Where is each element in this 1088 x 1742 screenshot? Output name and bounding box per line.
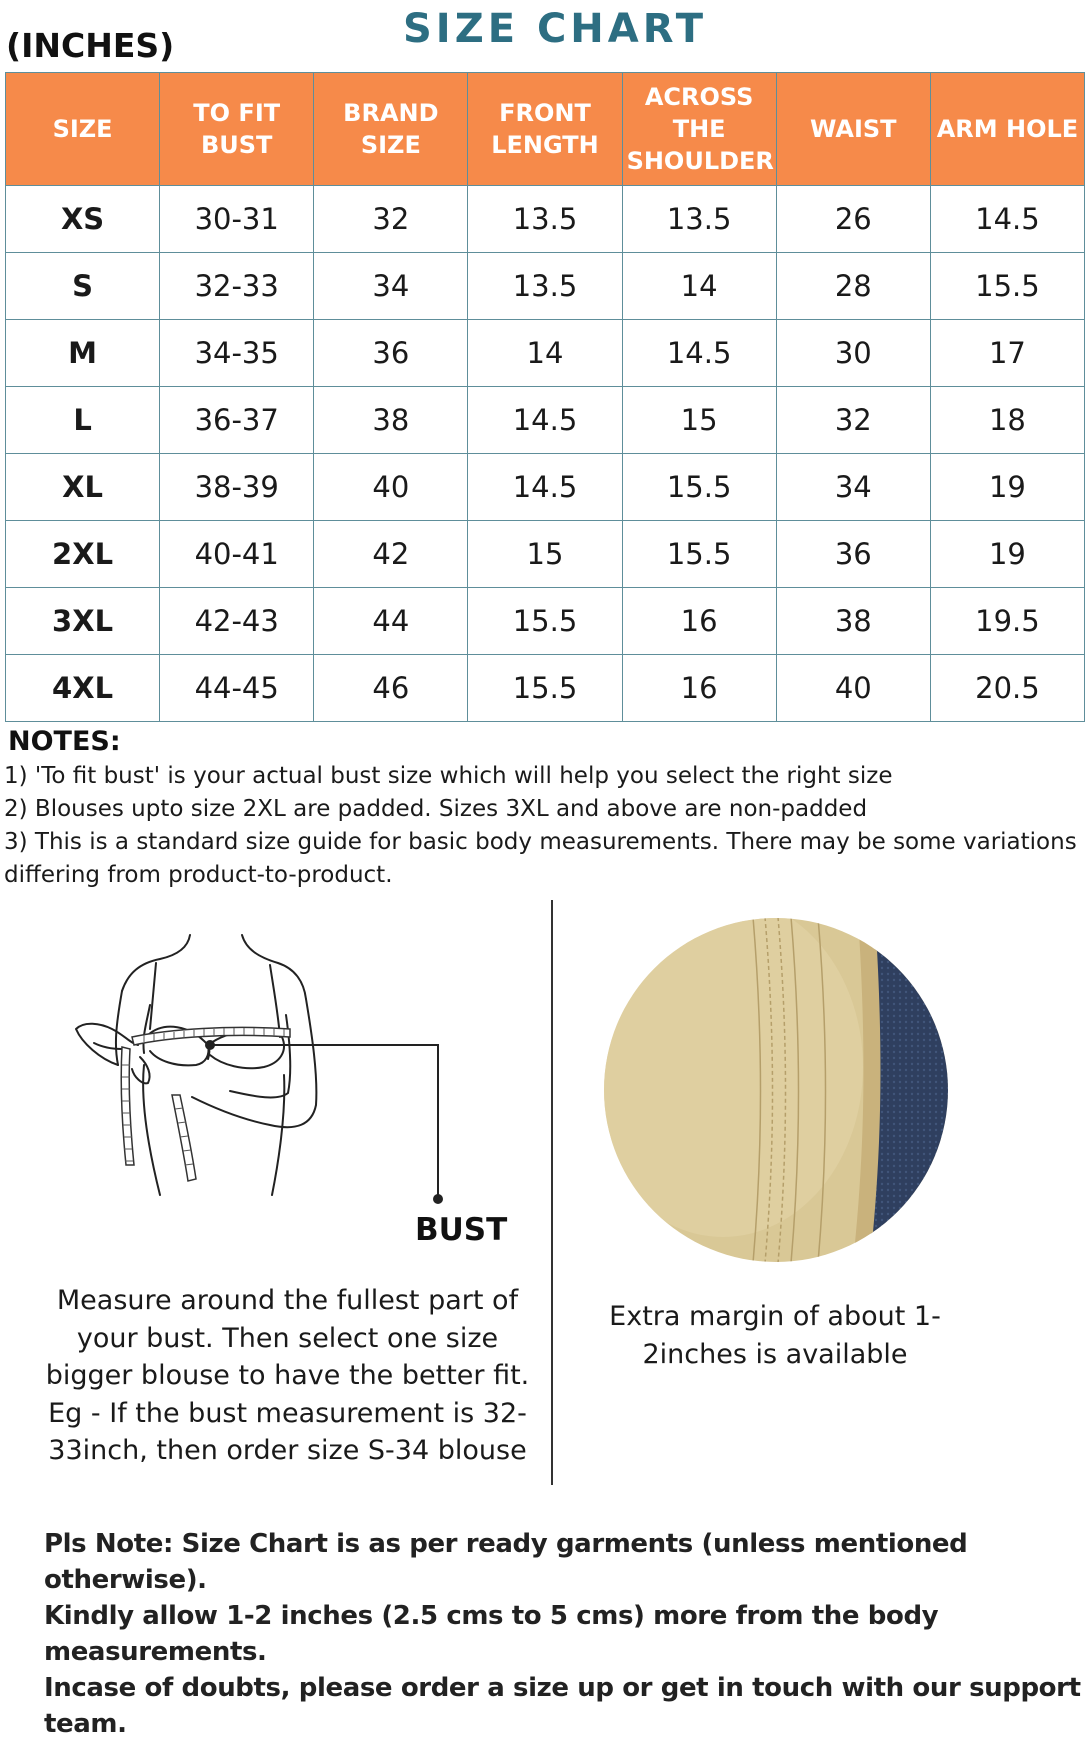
cell-brand: 38 (314, 387, 468, 454)
cell-bust: 40-41 (160, 521, 314, 588)
cell-brand: 40 (314, 454, 468, 521)
cell-waist: 40 (776, 655, 930, 722)
cell-waist: 32 (776, 387, 930, 454)
col-waist: WAIST (776, 73, 930, 186)
cell-waist: 30 (776, 320, 930, 387)
cell-armhole: 19 (930, 454, 1084, 521)
table-row (6, 387, 1085, 454)
cell-bust: 32-33 (160, 253, 314, 320)
table-row (6, 454, 1085, 521)
table-row (6, 588, 1085, 655)
cell-brand: 44 (314, 588, 468, 655)
cell-front: 15.5 (468, 588, 622, 655)
bust-measure-illustration (60, 925, 540, 1255)
bust-instructions: Measure around the fullest part of your bust. Then select one size bigger blouse to have the better fit. Eg - If the bust measurement is 32-33inch, then order size S-34 blouse (45, 1285, 530, 1466)
cell-waist: 34 (776, 454, 930, 521)
cell-brand: 32 (314, 186, 468, 253)
cell-waist: 38 (776, 588, 930, 655)
col-brand-size: BRAND SIZE (314, 73, 468, 186)
cell-size: XS (6, 186, 160, 253)
cell-size: S (6, 253, 160, 320)
note-item: 2) Blouses upto size 2XL are padded. Sizes 3XL and above are non-padded (4, 796, 868, 822)
footer-line: Incase of doubts, please order a size up or get in touch with our support team. (44, 1673, 1081, 1739)
col-across-shoulder: ACROSS THE SHOULDER (622, 73, 776, 186)
cell-front: 13.5 (468, 253, 622, 320)
notes-list (4, 760, 1084, 892)
cell-shoulder: 13.5 (622, 186, 776, 253)
cell-armhole: 19 (930, 521, 1084, 588)
cell-front: 13.5 (468, 186, 622, 253)
table-row (6, 320, 1085, 387)
cell-bust: 30-31 (160, 186, 314, 253)
cell-armhole: 20.5 (930, 655, 1084, 722)
cell-armhole: 19.5 (930, 588, 1084, 655)
cell-front: 14.5 (468, 387, 622, 454)
footer-note (44, 1526, 1084, 1742)
table-row (6, 253, 1085, 320)
notes-title: NOTES: (8, 726, 121, 757)
cell-brand: 42 (314, 521, 468, 588)
footer-line: Kindly allow 1-2 inches (2.5 cms to 5 cms) more from the body measurements. (44, 1601, 939, 1667)
cell-bust: 38-39 (160, 454, 314, 521)
cell-size: L (6, 387, 160, 454)
cell-bust: 36-37 (160, 387, 314, 454)
cell-waist: 26 (776, 186, 930, 253)
table-row (6, 655, 1085, 722)
cell-bust: 34-35 (160, 320, 314, 387)
cell-armhole: 14.5 (930, 186, 1084, 253)
units-label: (INCHES) (6, 26, 175, 65)
page-title: SIZE CHART (403, 6, 708, 52)
col-to-fit-bust: TO FIT BUST (160, 73, 314, 186)
margin-info: Extra margin of about 1-2inches is available (609, 1301, 941, 1370)
cell-bust: 44-45 (160, 655, 314, 722)
cell-armhole: 15.5 (930, 253, 1084, 320)
cell-size: M (6, 320, 160, 387)
note-item: 1) 'To fit bust' is your actual bust size which will help you select the right size (4, 763, 893, 789)
cell-shoulder: 16 (622, 655, 776, 722)
cell-brand: 34 (314, 253, 468, 320)
cell-brand: 36 (314, 320, 468, 387)
cell-size: 3XL (6, 588, 160, 655)
cell-shoulder: 15.5 (622, 454, 776, 521)
fabric-closeup-image (603, 917, 949, 1263)
cell-size: 4XL (6, 655, 160, 722)
col-front-length: FRONT LENGTH (468, 73, 622, 186)
cell-shoulder: 14.5 (622, 320, 776, 387)
cell-front: 15 (468, 521, 622, 588)
cell-waist: 28 (776, 253, 930, 320)
cell-armhole: 17 (930, 320, 1084, 387)
cell-front: 15.5 (468, 655, 622, 722)
table-header-row (6, 73, 1085, 186)
cell-shoulder: 15.5 (622, 521, 776, 588)
cell-front: 14.5 (468, 454, 622, 521)
cell-armhole: 18 (930, 387, 1084, 454)
cell-shoulder: 15 (622, 387, 776, 454)
cell-bust: 42-43 (160, 588, 314, 655)
cell-size: 2XL (6, 521, 160, 588)
col-size: SIZE (6, 73, 160, 186)
table-row (6, 186, 1085, 253)
col-arm-hole: ARM HOLE (930, 73, 1084, 186)
cell-brand: 46 (314, 655, 468, 722)
table-row (6, 521, 1085, 588)
size-chart-table (5, 72, 1085, 722)
cell-front: 14 (468, 320, 622, 387)
bust-label: BUST (415, 1212, 508, 1248)
cell-shoulder: 14 (622, 253, 776, 320)
cell-size: XL (6, 454, 160, 521)
cell-waist: 36 (776, 521, 930, 588)
footer-line: Pls Note: Size Chart is as per ready garments (unless mentioned otherwise). (44, 1529, 968, 1595)
note-item: 3) This is a standard size guide for basic body measurements. There may be some variations differing from product-to-product. (4, 829, 1077, 888)
section-divider (551, 900, 553, 1485)
cell-shoulder: 16 (622, 588, 776, 655)
